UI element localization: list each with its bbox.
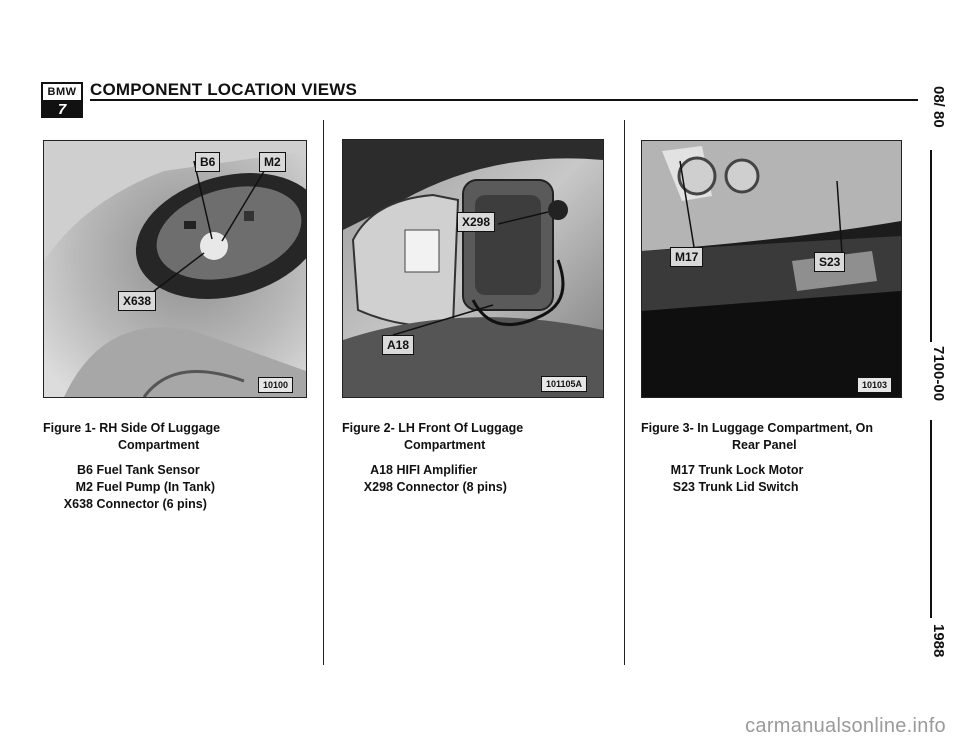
- side-section-code: 7100-00: [930, 346, 947, 402]
- legend-item: A18 HIFI Amplifier: [370, 463, 478, 477]
- legend-item: M2 Fuel Pump (In Tank): [75, 480, 216, 494]
- watermark: carmanualsonline.info: [745, 715, 946, 737]
- legend-item: M17 Trunk Lock Motor: [670, 463, 804, 477]
- legend-item: B6 Fuel Tank Sensor: [77, 463, 200, 477]
- title-rule: [90, 99, 918, 101]
- figure-title-line2: Compartment: [118, 438, 200, 452]
- callout-tag: S23: [814, 252, 845, 272]
- figure-title-line1: LH Front Of Luggage: [398, 421, 524, 435]
- column-divider: [323, 120, 324, 665]
- figure-title-line1: In Luggage Compartment, On: [697, 421, 873, 435]
- figure-1-caption: [43, 420, 220, 437]
- callout-tag: M17: [670, 247, 703, 267]
- legend-item: S23 Trunk Lid Switch: [672, 480, 799, 494]
- photo-ref: 10100: [258, 377, 293, 393]
- column-divider: [624, 120, 625, 665]
- figure-3-caption: [641, 420, 873, 437]
- figure-3-photo: [641, 140, 902, 398]
- legend-item: X298 Connector (8 pins): [363, 480, 507, 494]
- callout-tag: A18: [382, 335, 414, 355]
- side-year: 1988: [930, 624, 947, 658]
- bmw-logo: [41, 82, 83, 118]
- photo-ref: 101105A: [541, 376, 587, 392]
- callout-tag: X298: [457, 212, 495, 232]
- callout-tag: M2: [259, 152, 286, 172]
- side-rule: [930, 420, 932, 618]
- figure-label: Figure 1-: [43, 421, 96, 435]
- callout-tag: X638: [118, 291, 156, 311]
- logo-model: 7: [43, 101, 81, 118]
- figure-title-line1: RH Side Of Luggage: [99, 421, 221, 435]
- figure-title-line2: Compartment: [404, 438, 486, 452]
- figure-label: Figure 3-: [641, 421, 694, 435]
- page-title: COMPONENT LOCATION VIEWS: [90, 80, 358, 99]
- figure-2-caption: [342, 420, 523, 437]
- side-date: 08/ 80: [930, 86, 947, 128]
- photo-ref: 10103: [857, 377, 892, 393]
- figure-title-line2: Rear Panel: [732, 438, 797, 452]
- legend-item: X638 Connector (6 pins): [63, 497, 207, 511]
- side-rule: [930, 150, 932, 342]
- figure-label: Figure 2-: [342, 421, 395, 435]
- callout-tag: B6: [195, 152, 220, 172]
- logo-brand: BMW: [47, 86, 77, 98]
- figure-1-photo: [43, 140, 307, 398]
- figure-2-photo: [342, 139, 604, 398]
